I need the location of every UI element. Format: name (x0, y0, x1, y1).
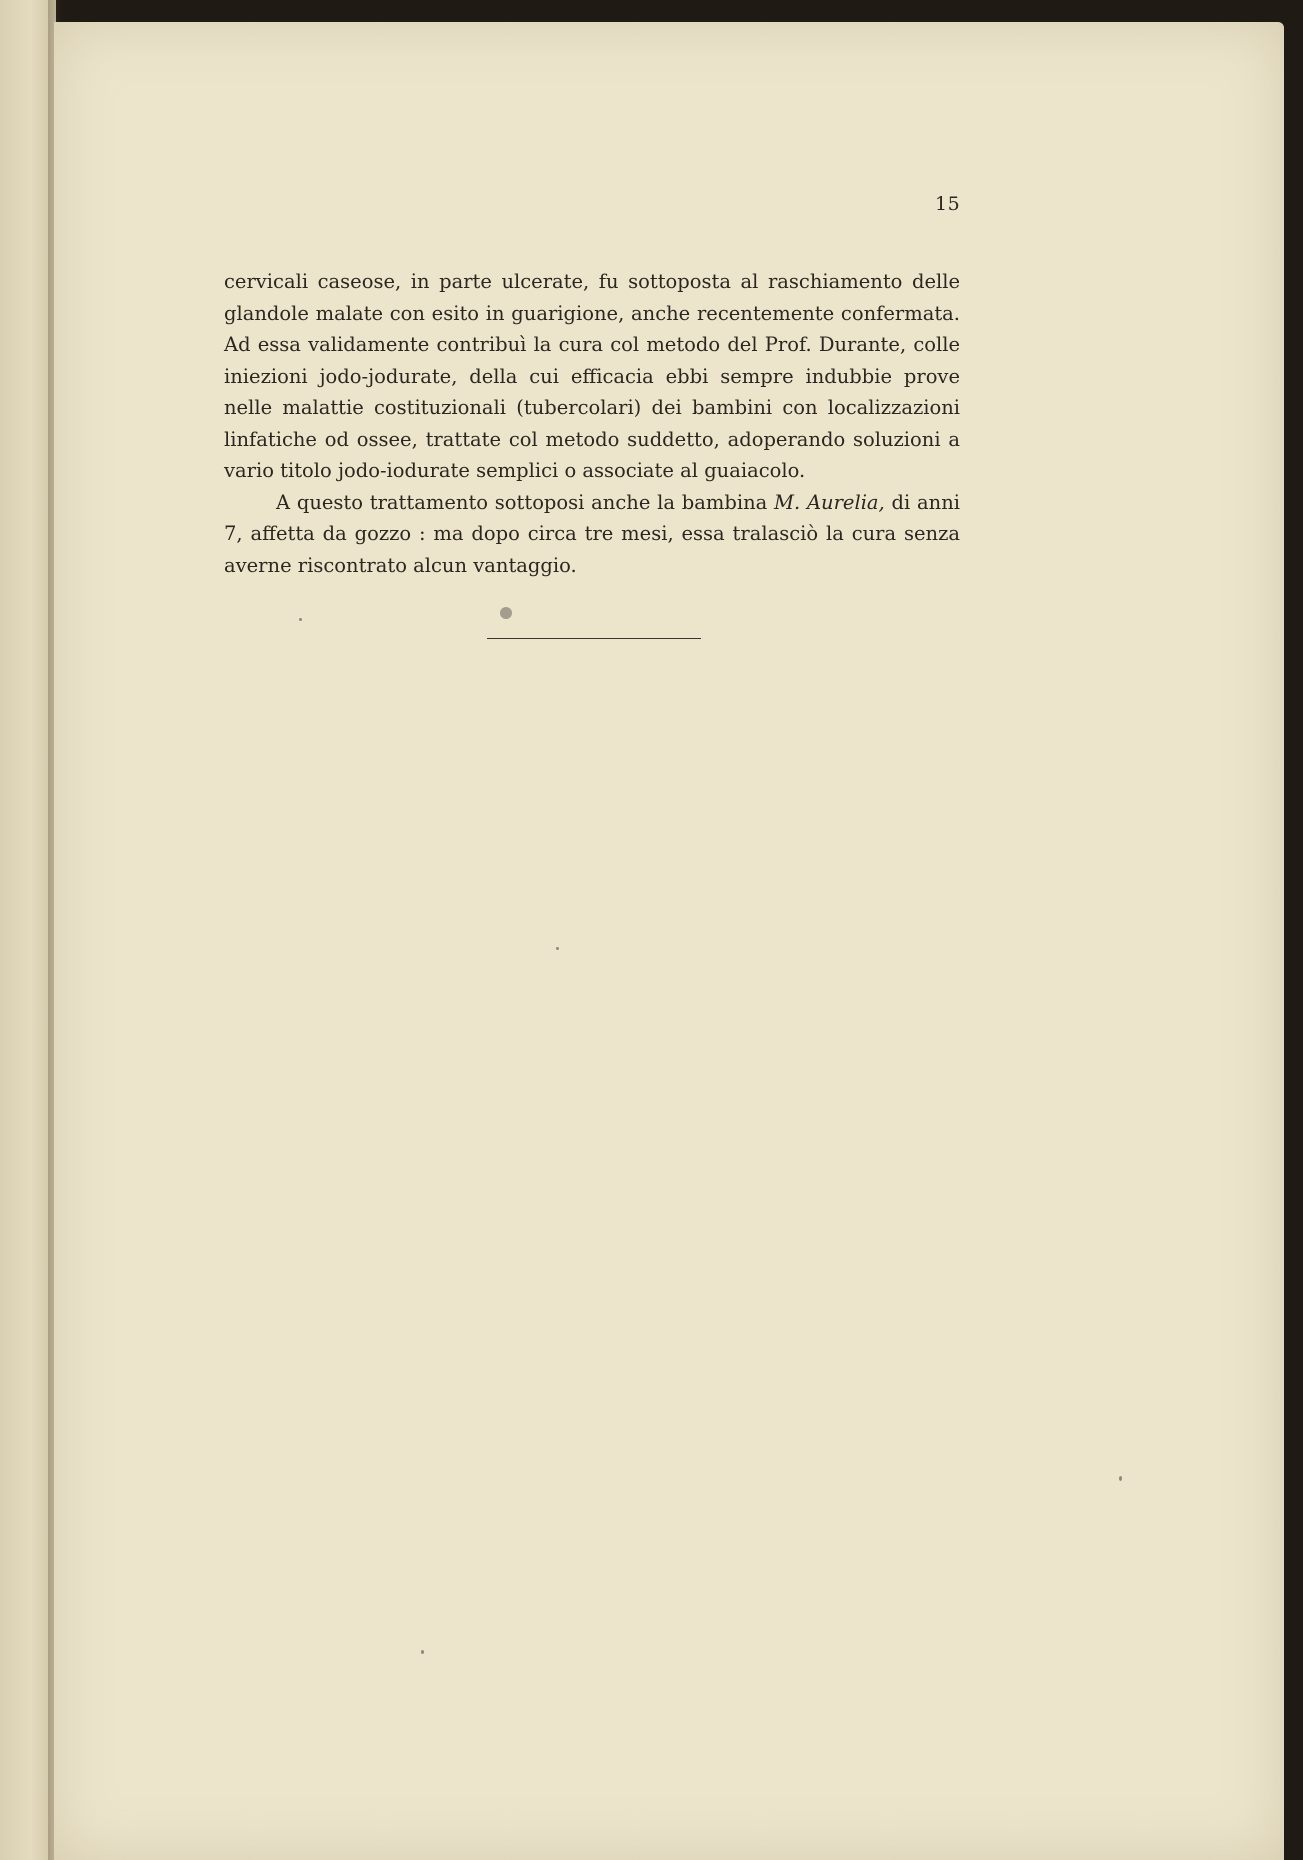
paragraph-text: A questo trattamento sottoposi anche la bambina (276, 490, 775, 514)
patient-name: M. Aurelia, (774, 490, 885, 514)
paragraph-text: di anni 7, affetta da gozzo : ma dopo circa tre mesi, essa tralasciò la cura senza averne riscontrato alcun vantaggio. (224, 490, 960, 577)
body-text (224, 266, 960, 581)
ink-speck (556, 947, 559, 950)
paragraph: cervicali caseose, in parte ulcerate, fu sottoposta al raschiamento delle glandole malate con esito in guarigione, anche recentemente confermata. Ad essa validamente contribuì la cura col metodo del Prof. Durante, colle iniezioni jodo-jodurate, della cui efficacia ebbi sempre indubbie prove nelle malattie costituzionali (tubercolari) dei bambini con localizzazioni linfatiche od ossee, trattate col metodo suddetto, adoperando soluzioni a vario titolo jodo-iodurate semplici o associate al guaiacolo. (224, 270, 960, 482)
ink-speck (421, 1650, 424, 1654)
ink-speck (1119, 1476, 1122, 1481)
section-divider (487, 638, 701, 639)
ink-speck (500, 607, 512, 619)
paragraph (224, 487, 960, 582)
ink-speck (299, 618, 302, 621)
page-number: 15 (935, 193, 961, 215)
